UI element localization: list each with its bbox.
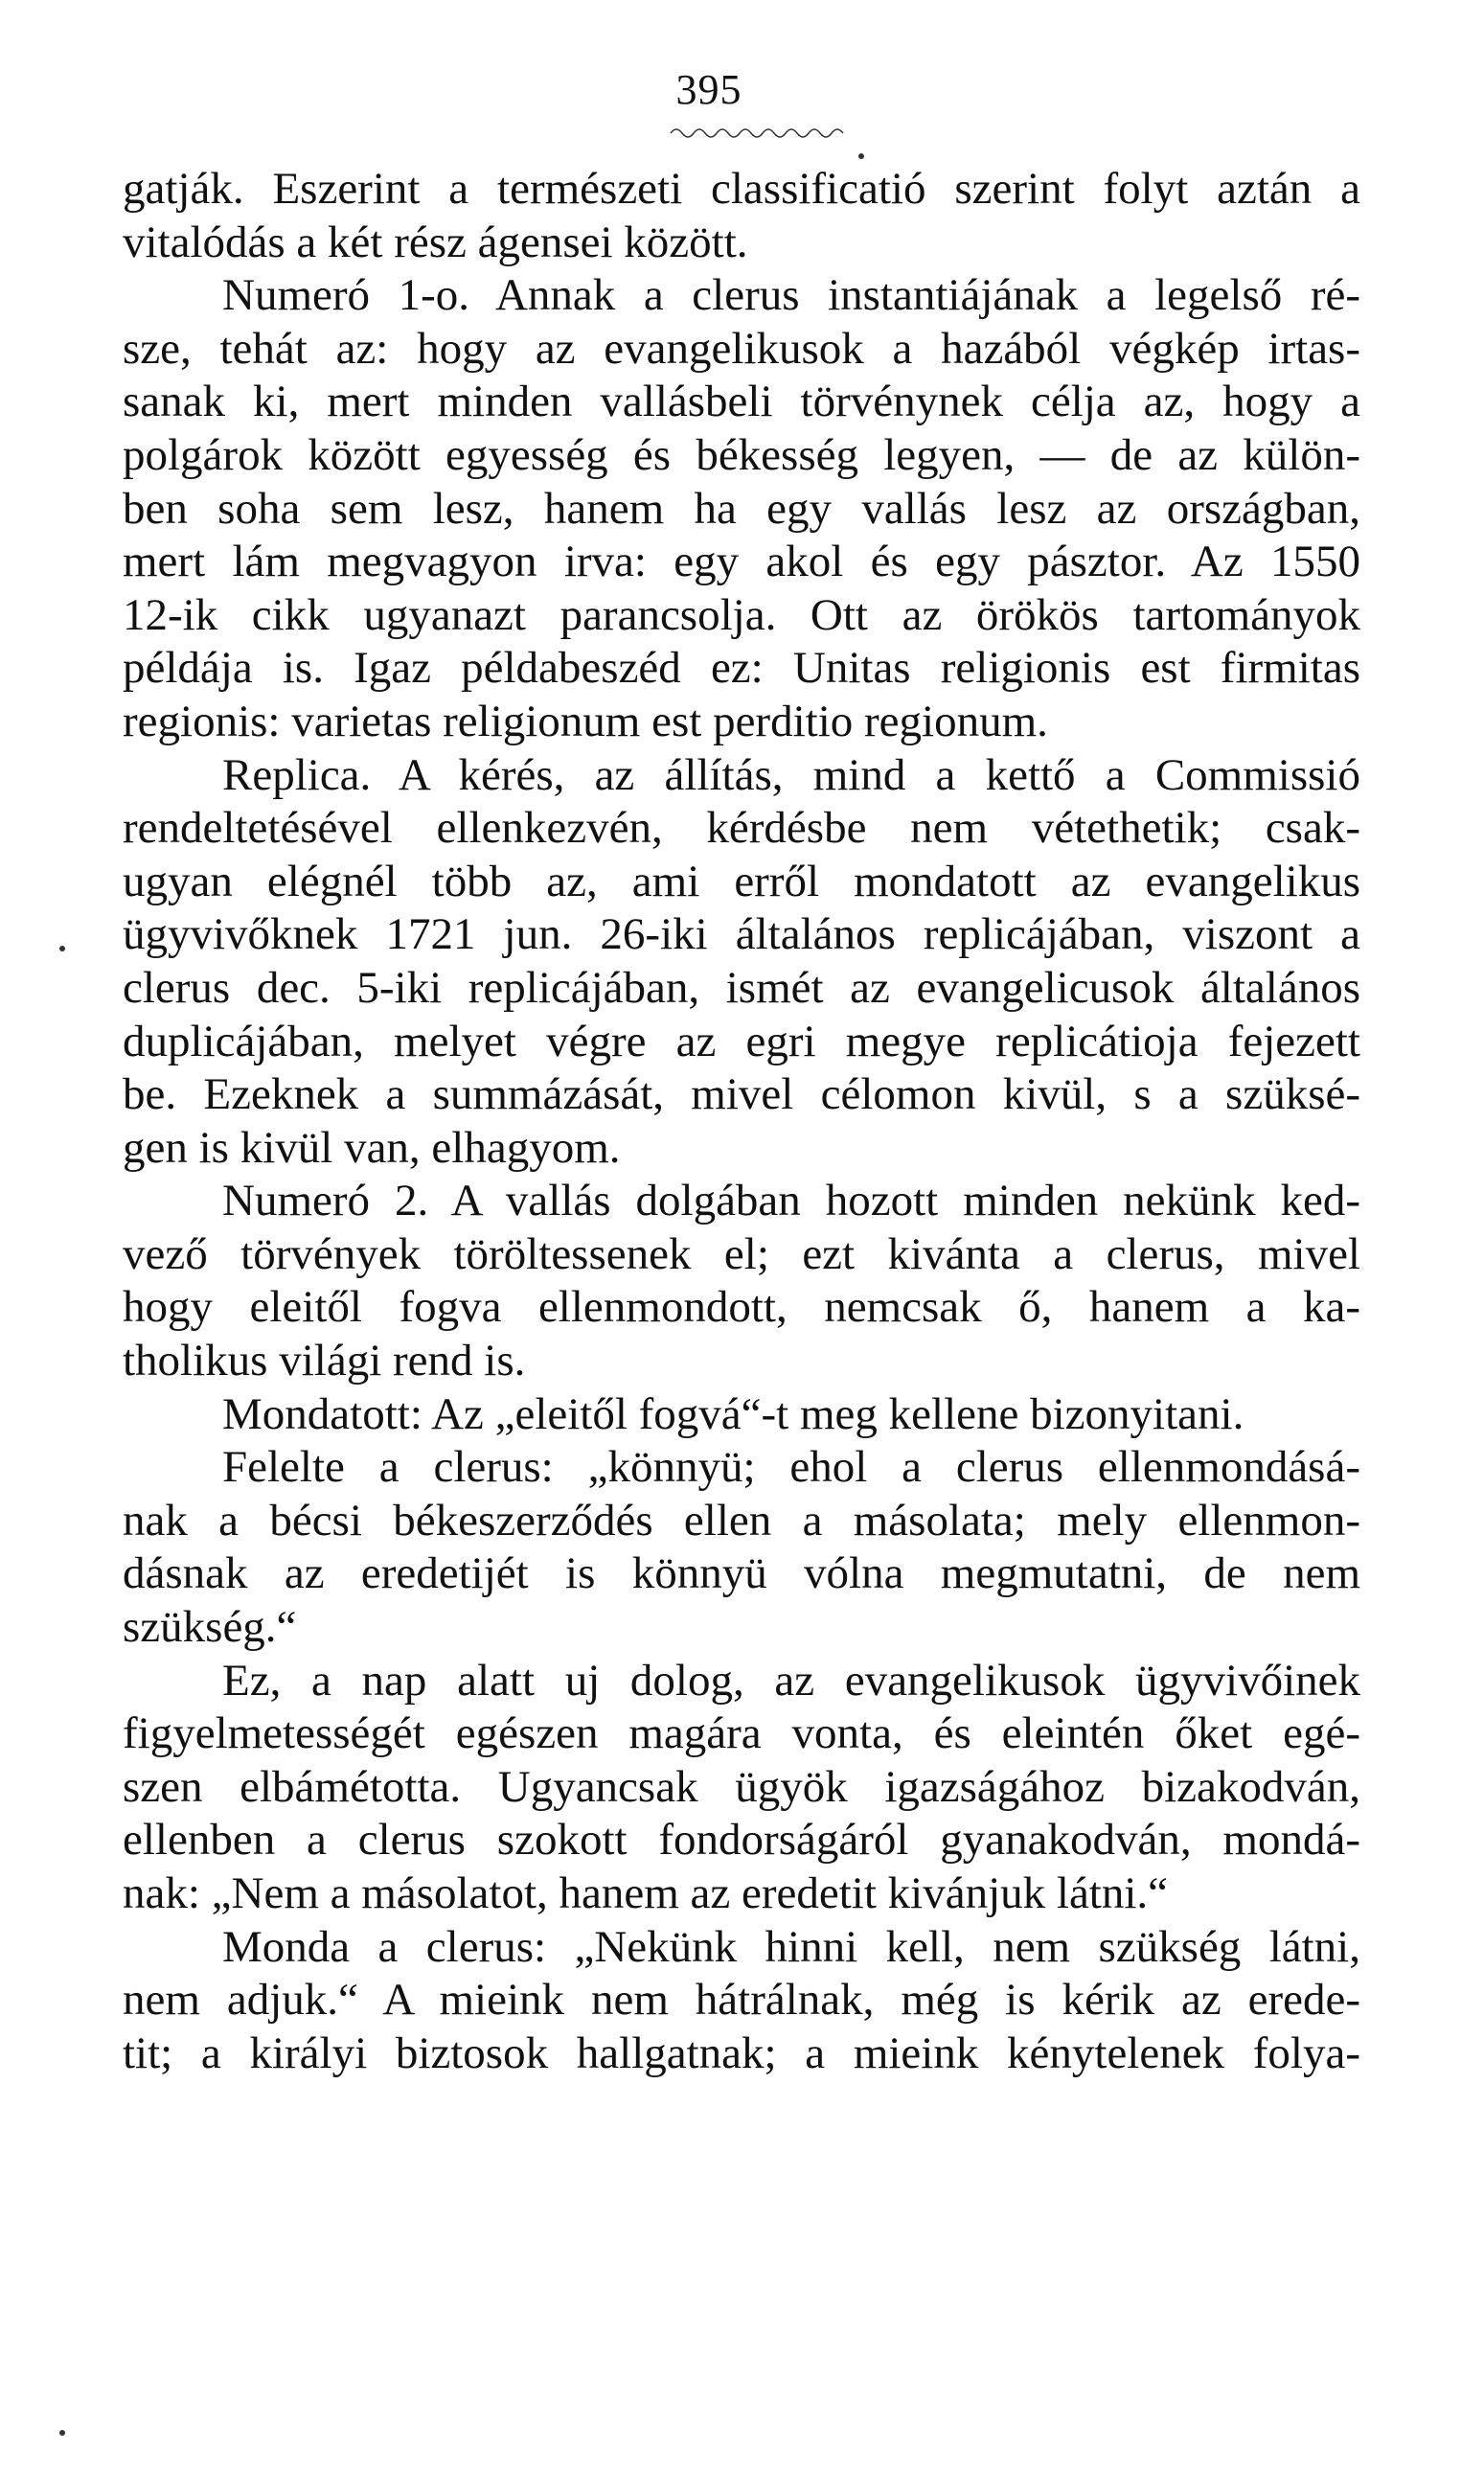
text-line: ügyvivőknek 1721 jun. 26-iki általános replicájában, viszont a (123, 909, 1360, 960)
text-line: szen elbámétotta. Ugyancsak ügyök igazságához bizakodván, (123, 1761, 1360, 1812)
text-line: Mondatott: Az „eleitől fogvá“-t meg kellene bizonyitani. (222, 1388, 1244, 1439)
text-line: figyelmetességét egészen magára vonta, és eleintén őket egé- (123, 1708, 1360, 1759)
text-line: gen is kivül van, elhagyom. (123, 1122, 621, 1173)
text-line: szükség.“ (123, 1602, 297, 1653)
text-line: nem adjuk.“ A mieink nem hátrálnak, még is kérik az erede- (123, 1975, 1360, 2026)
text-line: gatják. Eszerint a természeti classificatió szerint folyt aztán a (123, 164, 1360, 214)
text-line: duplicájában, melyet végre az egri megye replicátioja fejezett (123, 1016, 1360, 1066)
text-line: polgárok között egyesség és békesség legyen, — de az külön- (123, 429, 1360, 480)
text-line: sanak ki, mert minden vallásbeli törvénynek célja az, hogy a (123, 377, 1360, 427)
text-line: regionis: varietas religionum est perditio regionum. (123, 696, 1048, 746)
text-line: dásnak az eredetijét is könnyü vólna megmutatni, de nem (123, 1548, 1360, 1599)
text-line: Monda a clerus: „Nekünk hinni kell, nem szükség látni, (222, 1921, 1360, 1972)
text-line: példája is. Igaz példabeszéd ez: Unitas religionis est firmitas (123, 643, 1360, 694)
text-line: vitalódás a két rész ágensei között. (123, 217, 748, 267)
text-line: nak: „Nem a másolatot, hanem az eredetit kivánjuk látni.“ (123, 1868, 1169, 1918)
text-line: 12-ik cikk ugyanazt parancsolja. Ott az örökös tartományok (123, 589, 1360, 640)
text-line: tholikus világi rend is. (123, 1336, 526, 1386)
page-number-ornament (669, 120, 851, 141)
text-line: rendeltetésével ellenkezvén, kérdésbe nem vétethetik; csak- (123, 803, 1360, 854)
text-line: Numeró 2. A vallás dolgában hozott minden nekünk ked- (222, 1176, 1360, 1226)
text-line: mert lám megvagyon irva: egy akol és egy pásztor. Az 1550 (123, 537, 1360, 587)
margin-dot-top (858, 153, 864, 159)
text-line: Ez, a nap alatt uj dolog, az evangelikusok ügyvivőinek (222, 1655, 1360, 1706)
margin-dot-left (59, 946, 65, 951)
text-line: ben soha sem lesz, hanem ha egy vallás lesz az országban, (123, 483, 1360, 534)
text-line: Numeró 1-o. Annak a clerus instantiájának a legelső ré- (222, 270, 1360, 321)
text-line: nak a bécsi békeszerződés ellen a másolata; mely ellenmon- (123, 1495, 1360, 1546)
text-line: vező törvények töröltessenek el; ezt kivánta a clerus, mivel (123, 1228, 1360, 1279)
text-line: clerus dec. 5-iki replicájában, ismét az evangelicusok általános (123, 962, 1360, 1013)
text-line: Replica. A kérés, az állítás, mind a kettő a Commissió (222, 749, 1360, 800)
text-line: tit; a királyi biztosok hallgatnak; a mieink kénytelenek folya- (123, 2027, 1360, 2078)
text-line: Felelte a clerus: „könnyü; ehol a clerus ellenmondásá- (222, 1442, 1360, 1493)
body-text (123, 163, 1360, 2080)
text-line: hogy eleitől fogva ellenmondott, nemcsak ő, hanem a ka- (123, 1282, 1360, 1333)
text-line: ellenben a clerus szokott fondorságáról gyanakodván, mondá- (123, 1815, 1360, 1866)
text-line: ugyan elégnél több az, ami erről mondatott az evangelikus (123, 856, 1360, 906)
page-number: 395 (675, 66, 742, 113)
text-line: sze, tehát az: hogy az evangelikusok a hazából végkép irtas- (123, 323, 1360, 374)
margin-dot-bottom (59, 2430, 65, 2436)
text-line: be. Ezeknek a summázását, mivel célomon kivül, s a szüksé- (123, 1069, 1360, 1120)
